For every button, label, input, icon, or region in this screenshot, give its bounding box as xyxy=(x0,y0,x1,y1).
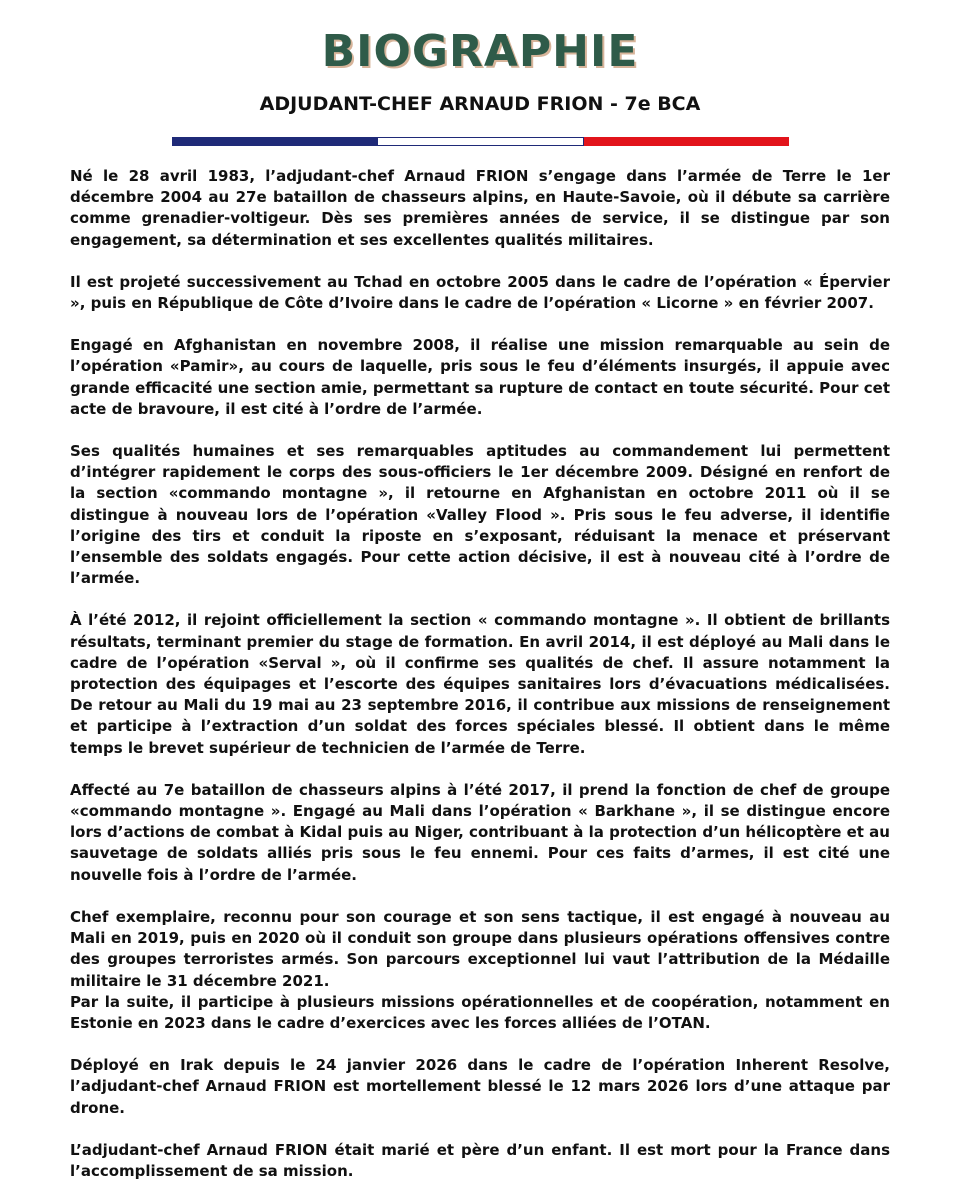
paragraph-nco-afghanistan-2011: Ses qualités humaines et ses remarquables aptitudes au commandement lui permettent d’intégrer rapidement le corps des sous-officiers le 1er décembre 2009. Désigné en renfort de la section «commando montagne », il retourne en Afghanistan en octobre 2011 où il se distingue à nouveau lors de l’opération «Valley Flood ». Pris sous le feu adverse, il identifie l’origine des tirs et conduit la riposte en s’exposant, réduisant la menace et préservant l’ensemble des soldats engagés. Pour cette action décisive, il est à nouveau cité à l’ordre de l’armée. xyxy=(70,442,890,588)
page-title: BIOGRAPHIE xyxy=(321,26,639,77)
paragraph-chad-ivory-coast: Il est projeté successivement au Tchad en octobre 2005 dans le cadre de l’opération « Épervier », puis en République de Côte d’Ivoire dans le cadre de l’opération « Licorne » en février 2007. xyxy=(70,272,890,313)
paragraph-estonia: Par la suite, il participe à plusieurs missions opérationnelles et de coopération, notamment en Estonie en 2023 dans le cadre d’exercices avec les forces alliées de l’OTAN. xyxy=(70,992,890,1032)
paragraph-family: L’adjudant-chef Arnaud FRION était marié et père d’un enfant. Il est mort pour la France dans l’accomplissement de sa mission. xyxy=(70,1140,890,1180)
paragraph-medaille-militaire: Chef exemplaire, reconnu pour son courage et son sens tactique, il est engagé à nouveau au Mali en 2019, puis en 2020 où il conduit son groupe dans plusieurs opérations offensives contre des groupes terroristes armés. Son parcours exceptionnel lui vaut l’attribution de la Médaille militaire le 31 décembre 2021. xyxy=(70,907,890,990)
paragraph-7e-bca-barkhane: Affecté au 7e bataillon de chasseurs alpins à l’été 2017, il prend la fonction de chef de groupe «commando montagne ». Engagé au Mali dans l’opération « Barkhane », il se distingue encore lors d’actions de combat à Kidal puis au Niger, contribuant à la protection d’un hélicoptère et au sauvetage de soldats alliés pris sous le feu ennemi. Pour ces faits d’armes, il est cité une nouvelle fois à l’ordre de l’armée. xyxy=(70,780,890,884)
tricolor-divider xyxy=(172,137,789,146)
paragraph-afghanistan-2008: Engagé en Afghanistan en novembre 2008, il réalise une mission remarquable au sein de l’opération «Pamir», au cours de laquelle, pris sous le feu d’éléments insurgés, il appuie avec grande efficacité une section amie, permettant sa rupture de contact en toute sécurité. Pour cet acte de bravoure, il est cité à l’ordre de l’armée. xyxy=(70,336,890,418)
divider-blue-band xyxy=(172,137,377,146)
biography-body xyxy=(70,166,890,1203)
paragraph-irak: Déployé en Irak depuis le 24 janvier 2026 dans le cadre de l’opération Inherent Resolve, l’adjudant-chef Arnaud FRION est mortellement blessé le 12 mars 2026 lors d’une attaque par drone. xyxy=(70,1056,890,1117)
divider-red-band xyxy=(584,137,789,146)
divider-white-band xyxy=(377,137,584,146)
paragraph-commando-mali: À l’été 2012, il rejoint officiellement la section « commando montagne ». Il obtient de brillants résultats, terminant premier du stage de formation. En avril 2014, il est déployé au Mali dans le cadre de l’opération «Serval », où il confirme ses qualités de chef. Il assure notamment la protection des équipages et l’escorte des équipes sanitaires lors d’évacuations médicalisées. De retour au Mali du 19 mai au 23 septembre 2016, il contribue aux missions de renseignement et participe à l’extraction d’un soldat des forces spéciales blessé. Il obtient dans le même temps le brevet supérieur de technicien de l’armée de Terre. xyxy=(70,611,890,757)
page-subtitle: ADJUDANT-CHEF ARNAUD FRION - 7e BCA xyxy=(259,93,701,115)
paragraph-birth-enlistment: Né le 28 avril 1983, l’adjudant-chef Arnaud FRION s’engage dans l’armée de Terre le 1er décembre 2004 au 27e bataillon de chasseurs alpins, en Haute-Savoie, où il débute sa carrière comme grenadier-voltigeur. Dès ses premières années de service, il se distingue par son engagement, sa détermination et ses excellentes qualités militaires. xyxy=(70,167,890,249)
